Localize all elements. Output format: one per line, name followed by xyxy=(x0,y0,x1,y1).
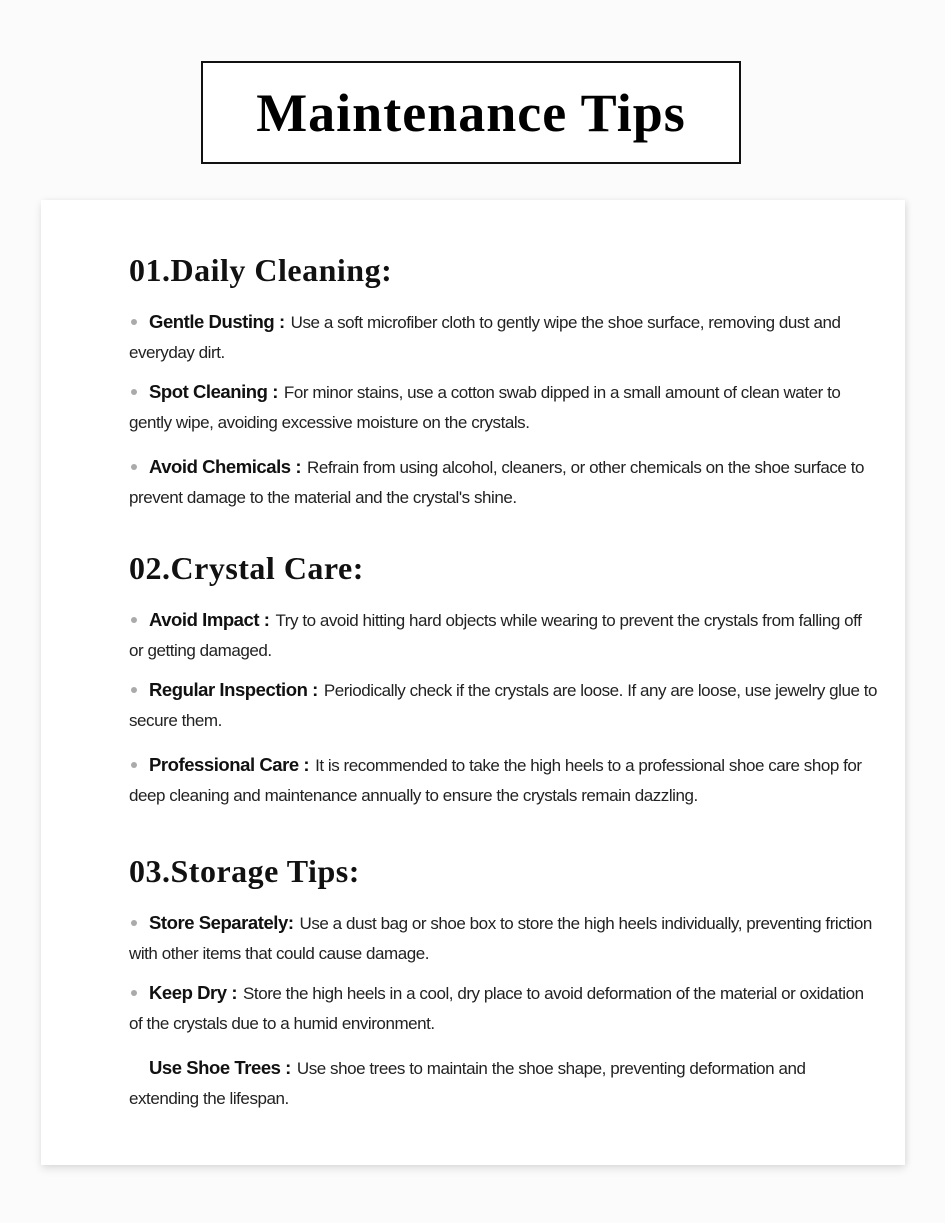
item-text: Refrain from using alcohol, cleaners, or other chemicals on the shoe surface to prevent damage to the material and the crystal's shine. xyxy=(129,458,864,507)
list-item xyxy=(129,675,879,736)
list-item xyxy=(129,605,879,666)
bullet-icon xyxy=(131,1065,137,1071)
bullet-icon xyxy=(131,990,137,996)
section-heading: 02.Crystal Care: xyxy=(129,550,364,586)
list-item xyxy=(129,452,879,513)
section-heading: 01.Daily Cleaning: xyxy=(129,252,393,288)
list-item xyxy=(129,908,879,969)
content-card xyxy=(41,200,905,1165)
bullet-icon xyxy=(131,389,137,395)
bullet-icon xyxy=(131,464,137,470)
item-label: Spot Cleaning : xyxy=(149,381,278,402)
bullet-icon xyxy=(131,319,137,325)
item-text: Use shoe trees to maintain the shoe shape, preventing deformation and extending the lifespan. xyxy=(129,1059,806,1108)
item-label: Gentle Dusting : xyxy=(149,311,285,332)
item-label: Keep Dry : xyxy=(149,982,238,1003)
list-item xyxy=(129,750,879,811)
item-label: Use Shoe Trees : xyxy=(149,1057,291,1078)
bullet-icon xyxy=(131,920,137,926)
bullet-icon xyxy=(131,762,137,768)
item-text: It is recommended to take the high heels to a professional shoe care shop for deep cleaning and maintenance annually to ensure the crystals remain dazzling. xyxy=(129,756,862,805)
item-text: Try to avoid hitting hard objects while wearing to prevent the crystals from falling off or getting damaged. xyxy=(129,611,862,660)
list-item xyxy=(129,377,879,438)
item-text: Periodically check if the crystals are loose. If any are loose, use jewelry glue to secure them. xyxy=(129,681,878,730)
item-label: Store Separately: xyxy=(149,912,294,933)
item-text: For minor stains, use a cotton swab dipped in a small amount of clean water to gently wipe, avoiding excessive moisture on the crystals. xyxy=(129,383,841,432)
title-box xyxy=(201,61,741,164)
item-label: Regular Inspection : xyxy=(149,679,318,700)
bullet-icon xyxy=(131,687,137,693)
item-text: Store the high heels in a cool, dry place to avoid deformation of the material or oxidation of the crystals due to a humid environment. xyxy=(129,984,864,1033)
item-label: Professional Care : xyxy=(149,754,310,775)
page-title: Maintenance Tips xyxy=(256,82,686,143)
bullet-icon xyxy=(131,617,137,623)
item-label: Avoid Chemicals : xyxy=(149,456,302,477)
section-daily-cleaning xyxy=(129,252,879,513)
section-crystal-care xyxy=(129,550,879,811)
list-item xyxy=(129,1053,879,1114)
item-label: Avoid Impact : xyxy=(149,609,270,630)
item-text: Use a soft microfiber cloth to gently wipe the shoe surface, removing dust and everyday dirt. xyxy=(129,313,841,362)
list-item xyxy=(129,307,879,368)
section-heading: 03.Storage Tips: xyxy=(129,853,360,889)
item-text: Use a dust bag or shoe box to store the high heels individually, preventing friction with other items that could cause damage. xyxy=(129,914,872,963)
list-item xyxy=(129,978,879,1039)
section-storage-tips xyxy=(129,853,879,1114)
